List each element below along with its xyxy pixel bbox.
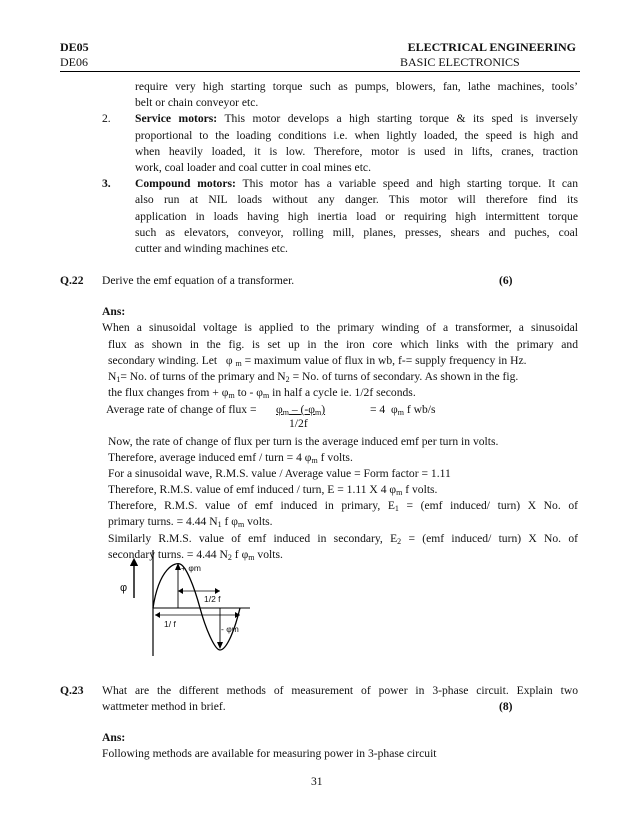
answer-line: Therefore, R.M.S. value of emf induced / turn, E = 1.11 X 4 $\varphi_m$ f volts. <box>108 483 438 497</box>
question-marks: (6) <box>499 274 513 287</box>
formula-label: Average rate of change of flux = <box>106 403 257 416</box>
answer-line: Following methods are available for measuring power in 3-phase circuit <box>102 747 437 760</box>
list-item-line: such as elevators, conveyor, rolling mill, planes, presses, shears and puches, coal <box>135 226 578 239</box>
answer-label: Ans: <box>102 731 126 744</box>
answer-line: Therefore, R.M.S. value of emf induced in primary, $E_1 = (emf$ induced/ turn) X No. of <box>108 499 578 513</box>
list-item-line: also run at NIL loads without any danger. This motor will therefore find its <box>135 193 578 206</box>
list-item-service-motors: Service motors: This motor develops a high starting torque & its sped is inversely <box>135 112 578 125</box>
header-subtitle: BASIC ELECTRONICS <box>400 55 520 69</box>
continuation-line: require very high starting torque such as pumps, blowers, fan, lathe machines, tools’ <box>135 80 578 93</box>
formula-denominator: 1/2f <box>289 417 308 430</box>
list-item-line: when heavily loaded, it is low. Therefore, motor is used in lifts, cranes, traction <box>135 145 578 158</box>
figure-minus-label: - φm <box>221 624 239 634</box>
answer-line: When a sinusoidal voltage is applied to the primary winding of a transformer, a sinusoidal <box>102 321 578 334</box>
list-number: 3. <box>102 177 111 190</box>
answer-line: Similarly R.M.S. value of emf induced in secondary, $E_2 = (emf$ induced/ turn) X No. of <box>108 532 578 546</box>
answer-line: secondary turns. = 4.44 $N_2$ f $\varphi_m$ volts. <box>108 548 283 562</box>
answer-line: Therefore, average induced emf / turn = 4 $\varphi_m$ f volts. <box>108 451 353 465</box>
page-number: 31 <box>311 775 323 788</box>
header-rule <box>60 71 580 72</box>
list-item-title: Service motors: <box>135 112 218 125</box>
question-label: Q.23 <box>60 684 84 697</box>
header-code-1: DE05 <box>60 40 89 54</box>
answer-line: $N_1= No$. of turns of the primary and $N_2 = No$. of turns of secondary. As shown in the fig. <box>108 370 519 384</box>
answer-label: Ans: <box>102 305 126 318</box>
figure-full-period-label: 1/ f <box>164 619 176 629</box>
figure-y-label: φ <box>120 582 128 594</box>
formula-result: = 4 $\varphi_m$ f wb/s <box>370 403 436 417</box>
answer-line: Now, the rate of change of flux per turn is the average induced emf per turn in volts. <box>108 435 499 448</box>
question-text: Derive the emf equation of a transformer. <box>102 274 295 287</box>
answer-line: secondary winding. Let φ $_m$ = maximum value of flux in wb, f-= supply frequency in Hz. <box>108 354 527 368</box>
question-text: wattmeter method in brief. <box>102 700 226 713</box>
header-code-2: DE06 <box>60 55 88 69</box>
list-item-line: cutter and winding machines etc. <box>135 242 288 255</box>
answer-line: For a sinusoidal wave, R.M.S. value / Average value = Form factor = 1.11 <box>108 467 451 480</box>
question-text: What are the different methods of measurement of power in 3-phase circuit. Explain two <box>102 684 578 697</box>
sine-curve <box>153 564 240 650</box>
question-marks: (8) <box>499 700 513 713</box>
figure-half-period-label: 1/2 f <box>204 594 221 604</box>
figure-plus-label: + φm <box>181 563 201 573</box>
header-title: ELECTRICAL ENGINEERING <box>407 40 576 54</box>
answer-line: primary turns. = 4.44 $N_1$ f $\varphi_m$ volts. <box>108 515 273 529</box>
list-item-line: work, coal loader and coal cutter in coal mines etc. <box>135 161 371 174</box>
list-item-title: Compound motors: <box>135 177 236 190</box>
list-item-line: proportional to the loading conditions i.e. when lightly loaded, the speed is high and <box>135 129 578 142</box>
question-label: Q.22 <box>60 274 84 287</box>
list-item-line: application in loads having high inertia load or requiring high intermittent torque <box>135 210 578 223</box>
continuation-line: belt or chain conveyor etc. <box>135 96 259 109</box>
answer-line: flux as shown in the fig. is set up in the iron core which links with the primary and <box>108 338 578 351</box>
formula-numerator: $\varphi_m - (-\varphi_m)$ <box>276 403 326 417</box>
list-item-compound-motors: Compound motors: This motor has a variable speed and high starting torque. It can <box>135 177 578 190</box>
answer-line: the flux changes from + $\varphi_m$ to - $\varphi_m$ in half a cycle ie. 1/2f seconds. <box>108 386 416 400</box>
list-number: 2. <box>102 112 111 125</box>
